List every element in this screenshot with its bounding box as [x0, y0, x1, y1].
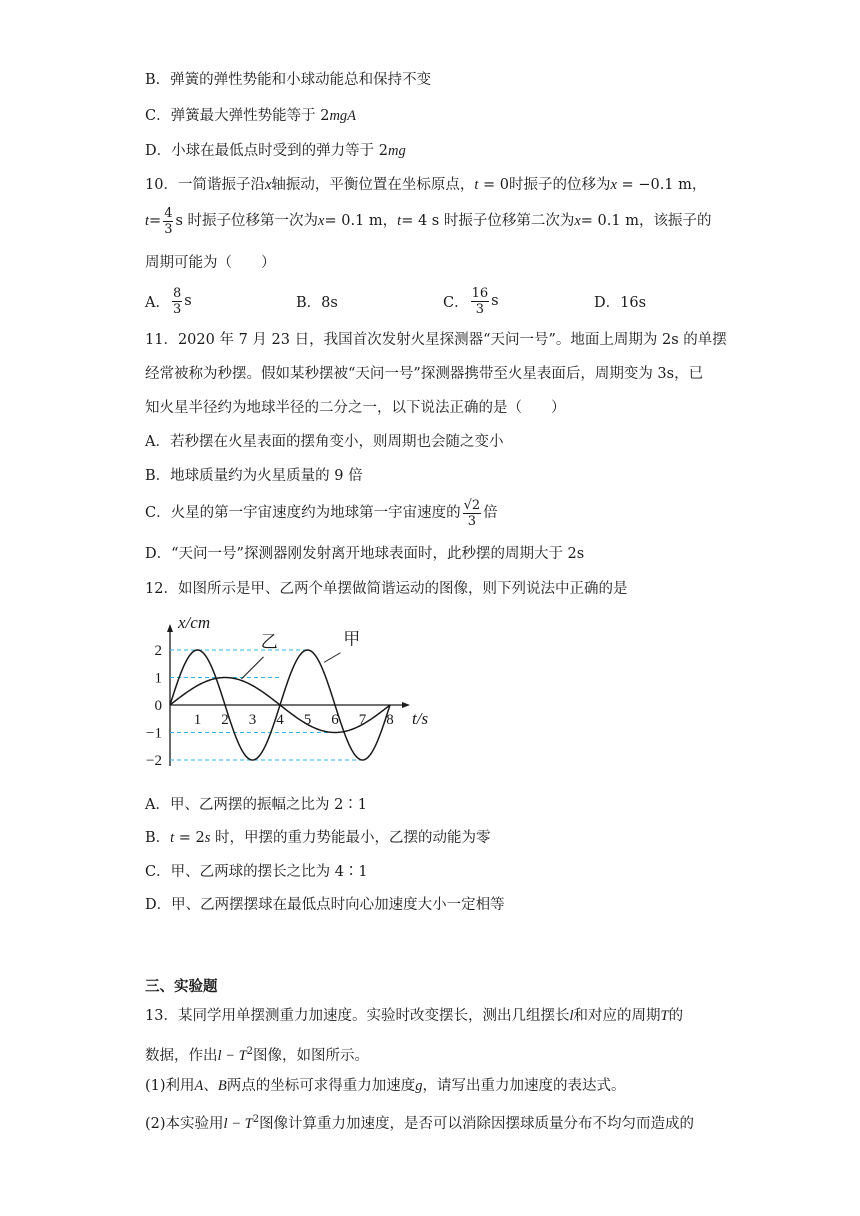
- y-axis-label: x/cm: [178, 613, 211, 632]
- q10-option-c: C． $\frac{16}{3}$ s: [443, 285, 499, 317]
- q10-option-a: A． $\frac{8}{3}$ s: [145, 285, 192, 317]
- q10-option-b: B．8s: [296, 294, 338, 311]
- q10-stem-line2: t = $\frac{4}{3}$ s 时振子位移第一次为 x = 0.1 m， t = 4 s 时振子位移第二次为 x = 0.1 m，该振子的: [145, 205, 712, 237]
- y-tick-label: 1: [154, 670, 162, 687]
- q10-stem-line1: 10．一简谐振子沿x轴振动，平衡位置在坐标原点，t = 0时振子的位移为x = −0.1 m，: [145, 177, 707, 193]
- x-tick-label: 5: [303, 712, 312, 728]
- x-axis-label: t/s: [412, 709, 429, 728]
- y-tick-label: −1: [146, 725, 162, 742]
- x-tick-label: 6: [331, 712, 339, 728]
- q12-option-d: D．甲、乙两摆摆球在最低点时向心加速度大小一定相等: [145, 897, 505, 913]
- series-label-yi: 乙: [260, 632, 278, 652]
- fraction-four-thirds: $\frac{4}{3}$: [164, 205, 173, 237]
- q12-option-b: B．t = 2s 时，甲摆的重力势能最小，乙摆的动能为零: [145, 830, 491, 846]
- q11-stem-line1: 11．2020 年 7 月 23 日，我国首次发射火星探测器“天问一号”。地面上周期为 2s 的单摆: [145, 332, 727, 348]
- q12-stem: 12．如图所示是甲、乙两个单摆做简谐运动的图像，则下列说法中正确的是: [145, 581, 628, 597]
- series-label-jia: 甲: [343, 629, 361, 649]
- q11-stem-line3: 知火星半径约为地球半径的二分之一，以下说法正确的是（ ）: [145, 400, 566, 416]
- y-axis-arrow: [167, 624, 173, 632]
- x-tick-label: 2: [221, 712, 229, 728]
- q9-option-d: D．小球在最低点时受到的弹力等于 2mg: [145, 143, 406, 159]
- x-tick-label: 3: [248, 712, 257, 728]
- y-tick-label: 2: [154, 643, 162, 659]
- fraction-sqrt2-over-3: $\frac{√2}{3}$: [463, 497, 481, 529]
- x-tick-label: 7: [358, 712, 367, 728]
- q13-stem-line1: 13．某同学用单摆测重力加速度。实验时改变摆长，测出几组摆长l和对应的周期T的: [145, 1008, 684, 1024]
- q13-stem-line2: 数据，作出$l - T^2$图像，如图所示。: [145, 1046, 370, 1064]
- q11-option-c: C．火星的第一宇宙速度约为地球第一宇宙速度的 $\frac{√2}{3}$ 倍: [145, 497, 498, 529]
- y-tick-label: 0: [154, 698, 162, 714]
- x-axis-arrow: [402, 702, 410, 708]
- q10-options: [145, 281, 725, 321]
- x-tick-label: 1: [193, 712, 202, 728]
- q9-option-b: B．弹簧的弹性势能和小球动能总和保持不变: [145, 72, 432, 88]
- series-leader-line: [242, 657, 264, 679]
- x-tick-label: 4: [276, 712, 284, 728]
- q10-stem-line3: 周期可能为（ ）: [145, 255, 276, 271]
- q11-stem-line2: 经常被称为秒摆。假如某秒摆被“天问一号”探测器携带至火星表面后，周期变为 3s，已: [145, 366, 704, 382]
- q9-option-c: C．弹簧最大弹性势能等于 2mgA: [145, 108, 357, 124]
- q11-option-b: B．地球质量约为火星质量的 9 倍: [145, 468, 363, 484]
- q11-option-d: D．“天问一号”探测器刚发射离开地球表面时，此秒摆的周期大于 2s: [145, 546, 585, 562]
- q12-option-a: A．甲、乙两摆的振幅之比为 2∶1: [145, 797, 368, 813]
- q13-part2: (2)本实验用$l - T^2$图像计算重力加速度，是否可以消除因摆球质量分布不均匀而造成的: [145, 1114, 695, 1132]
- q12-option-c: C．甲、乙两球的摆长之比为 4∶1: [145, 864, 368, 880]
- oscillation-chart: [140, 607, 450, 785]
- q10-option-d: D．16s: [594, 294, 647, 311]
- x-tick-label: 8: [386, 712, 394, 728]
- y-tick-label: −2: [146, 753, 162, 769]
- series-leader-line: [324, 653, 341, 663]
- q13-part1: (1)利用A、B两点的坐标可求得重力加速度g，请写出重力加速度的表达式。: [145, 1078, 626, 1094]
- section-title-experiments: 三、实验题: [145, 978, 218, 995]
- q11-option-a: A．若秒摆在火星表面的摆角变小，则周期也会随之变小: [145, 434, 504, 450]
